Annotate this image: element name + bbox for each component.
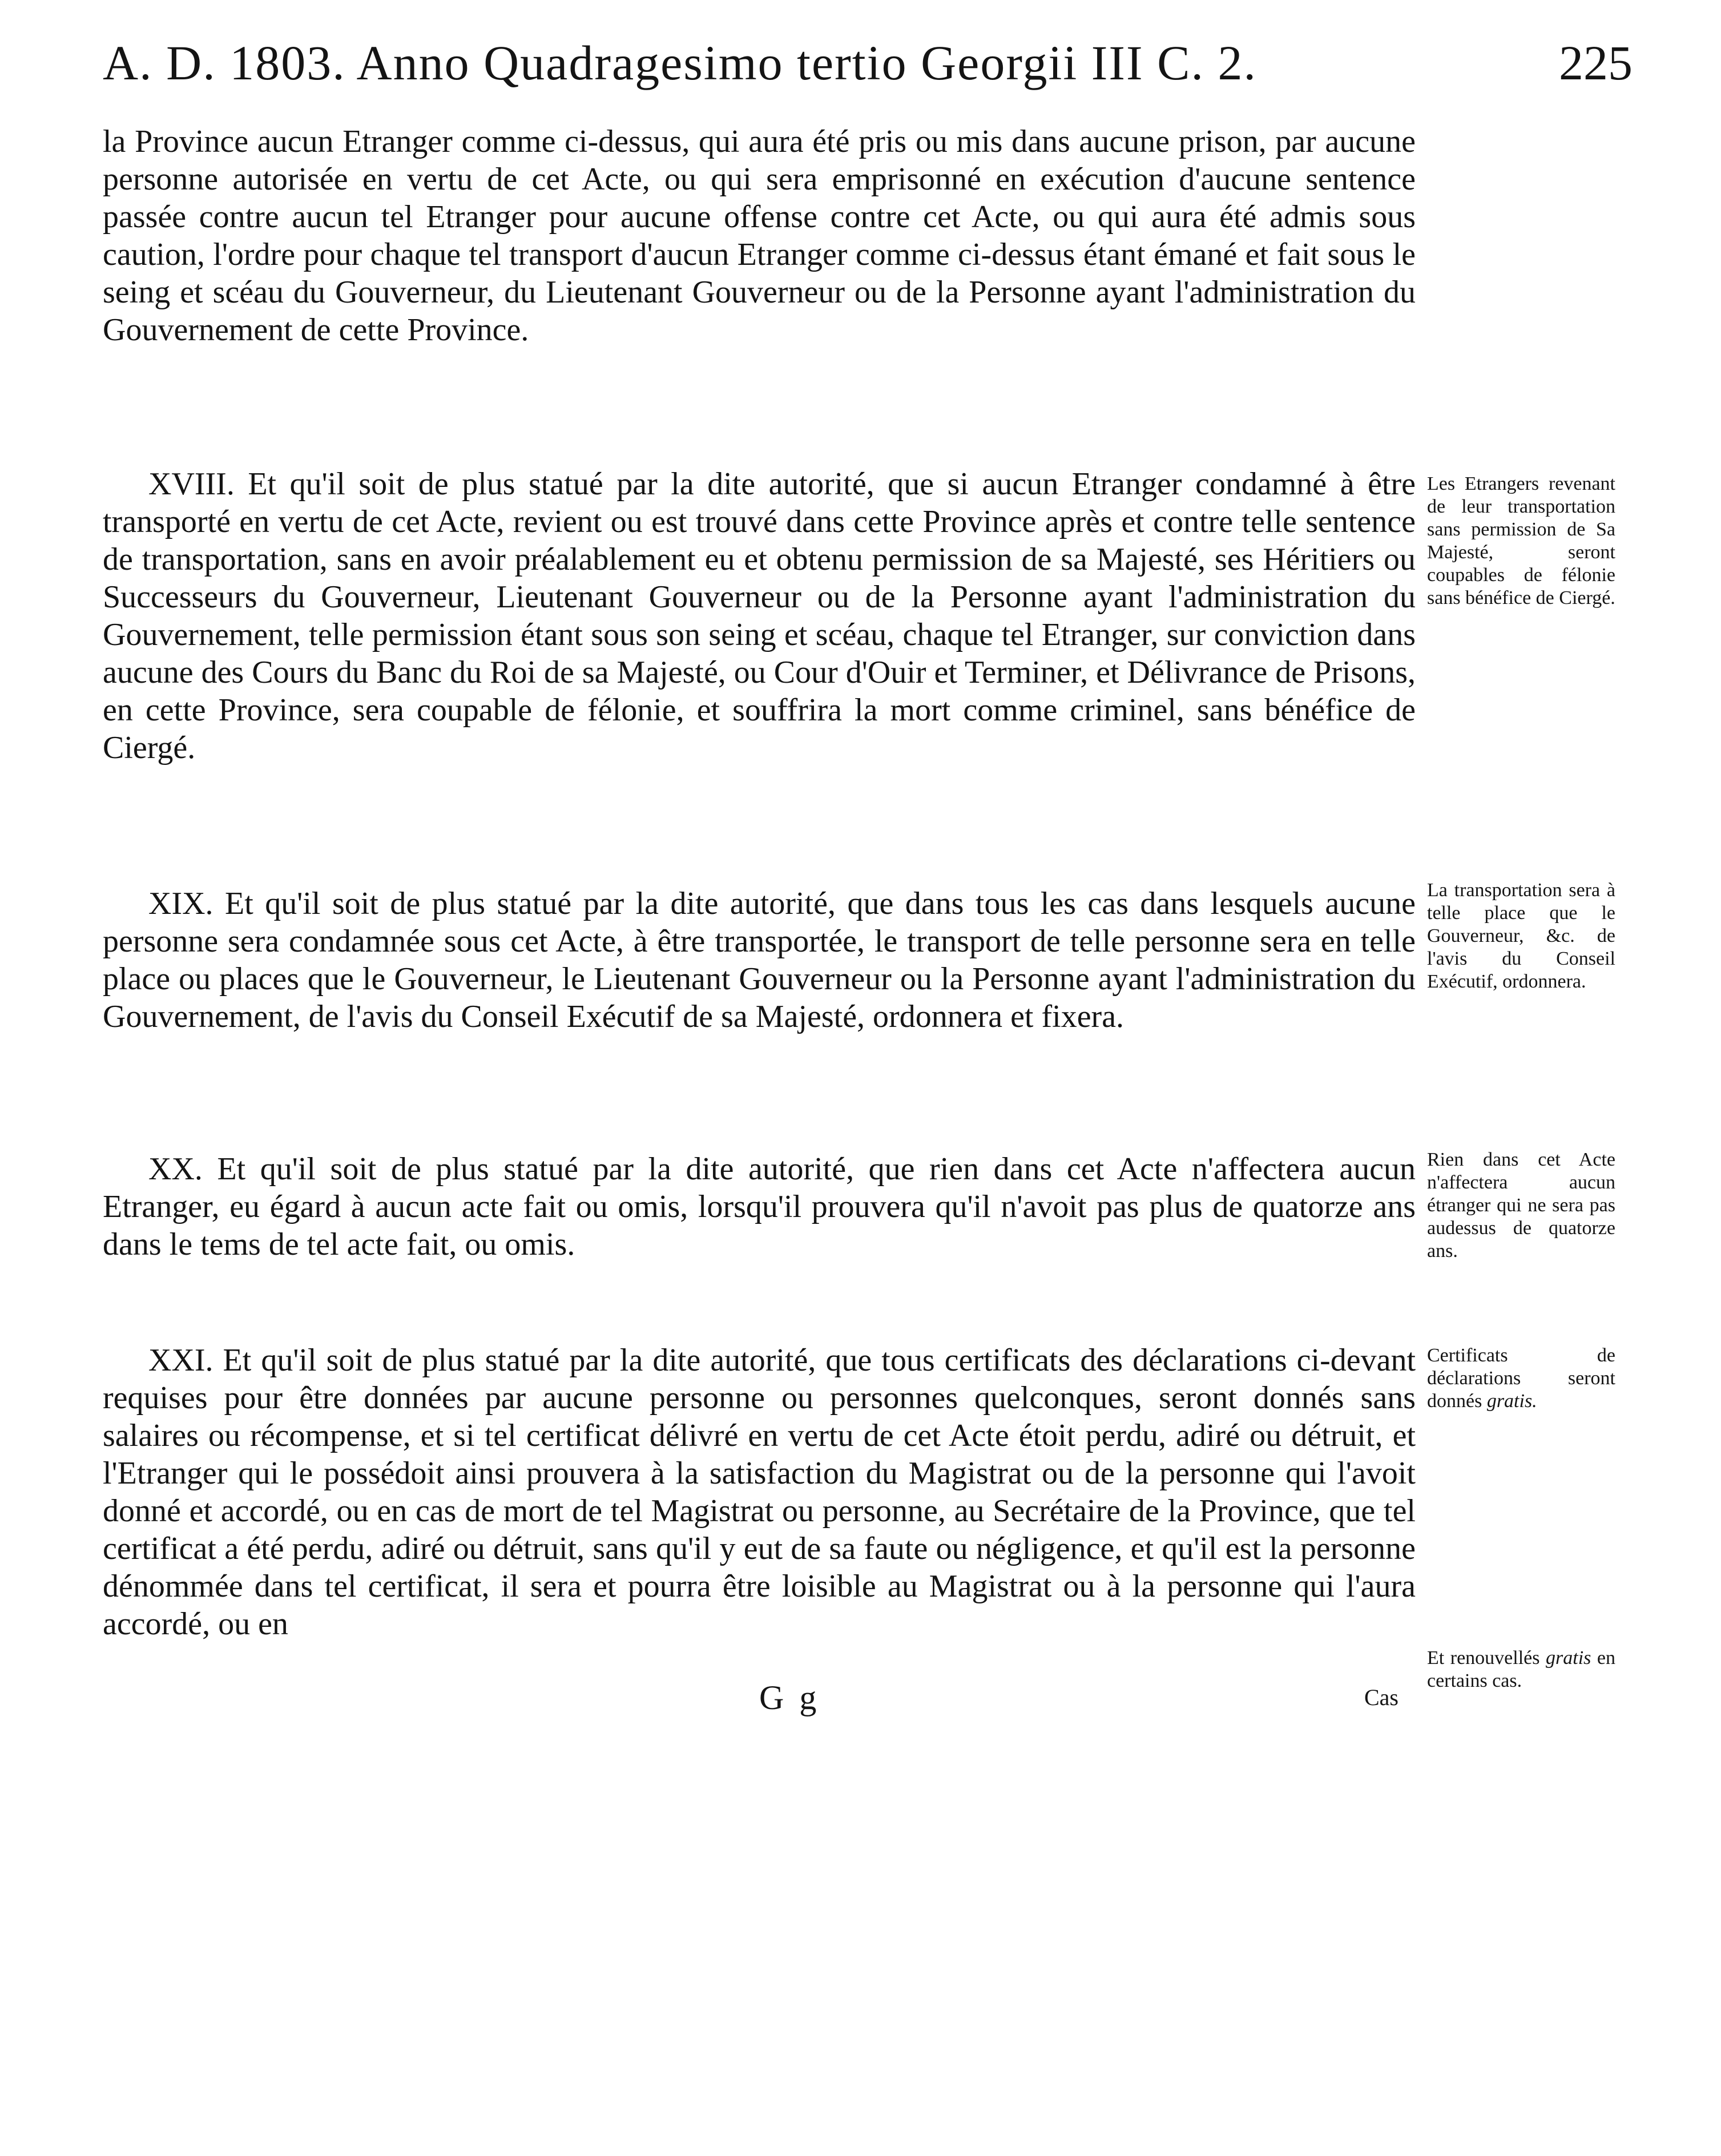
- margin-note-xviii: Les Etrangers revenant de leur transportation sans permission de Sa Majesté, seront coupables de félonie sans bénéfice de Ciergé.: [1427, 473, 1615, 608]
- page-header: [103, 23, 1633, 103]
- section-xix: XIX. Et qu'il soit de plus statué par la dite autorité, que dans tous les cas dans lesquels aucune personne sera condamnée sous cet Acte, à être transportée, le transport de telle personne sera en telle place ou places que le Gouverneur, le Lieutenant Gouverneur ou la Personne ayant l'administration du Gouvernement, de l'avis du Conseil Exécutif de sa Majesté, ordonnera et fixera.: [103, 886, 1416, 1034]
- margin-note-xxi-text: Certificats de déclarations seront donnés: [1427, 1345, 1615, 1412]
- margin-note-xxi-renewal: [1427, 1647, 1615, 1692]
- margin-note-xx: Rien dans cet Acte n'affectera aucun étranger qui ne sera pas audessus de quatorze ans.: [1427, 1149, 1615, 1262]
- section-xx: XX. Et qu'il soit de plus statué par la dite autorité, que rien dans cet Acte n'affectera aucun Etranger, eu égard à aucun acte fait ou omis, lorsqu'il prouvera qu'il n'avoit pas plus de quatorze ans dans le tems de tel acte fait, ou omis.: [103, 1151, 1416, 1262]
- section-xxi: XXI. Et qu'il soit de plus statué par la dite autorité, que tous certificats des déclarations ci-devant requises pour être données par aucune personne ou personnes quelconques, seront donnés sans salaires ou récompense, et si tel certificat délivré en vertu de cet Acte étoit perdu, adiré ou détruit, et l'Etranger qui le possédoit ainsi prouvera à la satisfaction du Magistrat ou de la personne qui l'avoit donné et accordé, ou en cas de mort de tel Magistrat ou personne, au Secrétaire de la Province, que tel certificat a été perdu, adiré ou détruit, sans qu'il y eut de sa faute ou négligence, et qu'il est la personne dénommée dans tel certificat, il sera et pourra être loisible au Magistrat ou à la personne qui l'aura accordé, ou en: [103, 1343, 1416, 1642]
- margin-note-renewal-text: Et renouvellés: [1427, 1647, 1546, 1669]
- page-number: 225: [1559, 35, 1633, 90]
- running-head: A. D. 1803. Anno Quadragesimo tertio Georgii III C. 2.: [103, 35, 1258, 90]
- margin-note-xxi: [1427, 1344, 1615, 1413]
- catchword: Cas: [1364, 1684, 1398, 1710]
- margin-note-xxi-italic: gratis.: [1486, 1391, 1537, 1412]
- margin-note-renewal-italic: gratis: [1546, 1647, 1591, 1669]
- signature-mark: G g: [759, 1679, 820, 1716]
- section-xviii: XVIII. Et qu'il soit de plus statué par la dite autorité, que si aucun Etranger condamné à être transporté en vertu de cet Acte, revient ou est trouvé dans cette Province après et contre telle sentence de transportation, sans en avoir préalablement eu et obtenu permission de sa Majesté, ses Héritiers ou Successeurs du Gouverneur, Lieutenant Gouverneur ou de la Personne ayant l'administration du Gouvernement, telle permission étant sous son seing et scéau, chaque tel Etranger, sur conviction dans aucune des Cours du Banc du Roi de sa Majesté, ou Cour d'Ouir et Terminer, et Délivrance de Prisons, en cette Province, sera coupable de félonie, et souffrira la mort comme criminel, sans bénéfice de Ciergé.: [103, 466, 1416, 765]
- continuation-paragraph: la Province aucun Etranger comme ci-dessus, qui aura été pris ou mis dans aucune prison, par aucune personne autorisée en vertu de cet Acte, ou qui sera emprisonné en exécution d'aucune sentence passée contre aucun tel Etranger pour aucune offense contre cet Acte, ou qui aura été admis sous caution, l'ordre pour chaque tel transport d'aucun Etranger comme ci-dessus étant émané et fait sous le seing et scéau du Gouverneur, du Lieutenant Gouverneur ou de la Personne ayant l'administration du Gouvernement de cette Province.: [103, 124, 1416, 348]
- margin-note-xix: La transportation sera à telle place que le Gouverneur, &c. de l'avis du Conseil Exécutif, ordonnera.: [1427, 880, 1615, 992]
- margin-note-renewal-tail: en certains cas.: [1427, 1647, 1616, 1691]
